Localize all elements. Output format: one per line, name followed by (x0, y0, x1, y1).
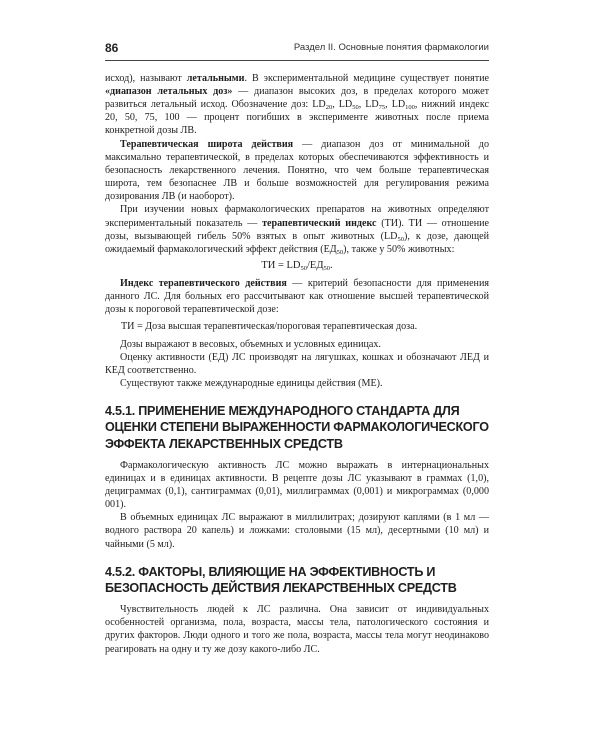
page-number: 86 (105, 41, 119, 55)
paragraph-activity-assessment: Оценку активности (ЕД) ЛС производят на лягушках, кошках и обозначают ЛЕД и КЕД соответственно. (105, 351, 489, 376)
term-therapeutic-index: терапевтический индекс (262, 217, 377, 229)
section-heading-4-5-1: 4.5.1. ПРИМЕНЕНИЕ МЕЖДУНАРОДНОГО СТАНДАРТА ДЛЯ ОЦЕНКИ СТЕПЕНИ ВЫРАЖЕННОСТИ ФАРМАКОЛОГИЧЕСКОГО ЭФФЕКТА ЛЕКАРСТВЕННЫХ СРЕДСТВ (105, 404, 489, 451)
formula-therapeutic-index: ТИ = $LD_{50}/ЕД_{50}$. (261, 259, 333, 272)
section-heading-4-5-2: 4.5.2. ФАКТОРЫ, ВЛИЯЮЩИЕ НА ЭФФЕКТИВНОСТЬ И БЕЗОПАСНОСТЬ ДЕЙСТВИЯ ЛЕКАРСТВЕННЫХ СРЕДСТВ (105, 564, 457, 595)
paragraph-lethal-doses: исход), называют летальными. В экспериментальной медицине существует понятие «диапазон летальных доз» — диапазон высоких доз, в пределах которого может развиться летальный исход. Обозначение доз: $LD_{20}$, $LD_{50}$, $LD_{75}$, $LD_{100}$, нижний индекс 20, 50, 75, 100 — процент погибших в эксперименте животных после приема конкретной дозы ЛВ. (105, 73, 489, 137)
header-rule (105, 60, 489, 61)
paragraph-therapeutic-index: При изучении новых фармакологических препаратов на животных определяют экспериментальный показатель — терапевтический индекс (ТИ). ТИ — отношение дозы, вызывающей гибель 50% взятых в опыт животных $(LD_{50})$, к дозе, дающей ожидаемый фармакологический эффект действия $(ЕД_{50})$, также у 50% животных: (105, 204, 489, 256)
term-lethal-range: «диапазон летальных доз» (105, 86, 233, 98)
term-lethal: летальными (186, 73, 245, 84)
paragraph-dose-units: Дозы выражают в весовых, объемных и условных единицах. (120, 338, 381, 350)
paragraph-sensitivity: Чувствительность людей к ЛС различна. Она зависит от индивидуальных особенностей организма, пола, возраста, массы тела, патологического состояния и других факторов. Люди одного и того же пола, возраста, массы тела могут неодинаково реагировать на одну и ту же дозу какого-либо ЛС. (105, 604, 489, 655)
paragraph-index-of-action: Индекс терапевтического действия — критерий безопасности для применения данного ЛС. Для больных его рассчитывают как отношение высшей терапевтической дозы к пороговой терапевтической дозе: (105, 277, 490, 315)
paragraph-therapeutic-range: Терапевтическая широта действия — диапазон доз от минимальной до максимально терапевтической, в пределах которых обеспечиваются эффективность и безопасность лекарственного лечения. Понятно, что чем больше терапевтическая широта, тем безопаснее ЛВ и больше возможностей для регулирования режима дозирования ЛВ (и наоборот). (105, 139, 489, 203)
term-index-of-action: Индекс терапевтического действия (120, 277, 287, 289)
page-header (105, 0, 489, 62)
running-head: Раздел II. Основные понятия фармакологии (293, 42, 489, 53)
term-therapeutic-range: Терапевтическая широта действия (120, 139, 294, 151)
paragraph-volume-units: В объемных единицах ЛС выражают в миллилитрах; дозируют каплями (в 1 мл — водного раствора 20 капель) и ложками: столовыми (15 мл), десертными (10 мл) и чайными (5 мл). (105, 512, 489, 550)
paragraph-international-units: Существуют также международные единицы действия (МЕ). (120, 377, 383, 389)
paragraph-activity-units: Фармакологическую активность ЛС можно выражать в интернациональных единицах и в единицах активности. В рецепте дозы ЛС указывают в граммах (1,0), дециграммах (0,1), сантиграммах (0,01), миллиграммах (0,001) и микрограммах (0,000 001). (105, 460, 489, 511)
formula-dose-ratio: ТИ = Доза высшая терапевтическая/пороговая терапевтическая доза. (121, 320, 418, 332)
